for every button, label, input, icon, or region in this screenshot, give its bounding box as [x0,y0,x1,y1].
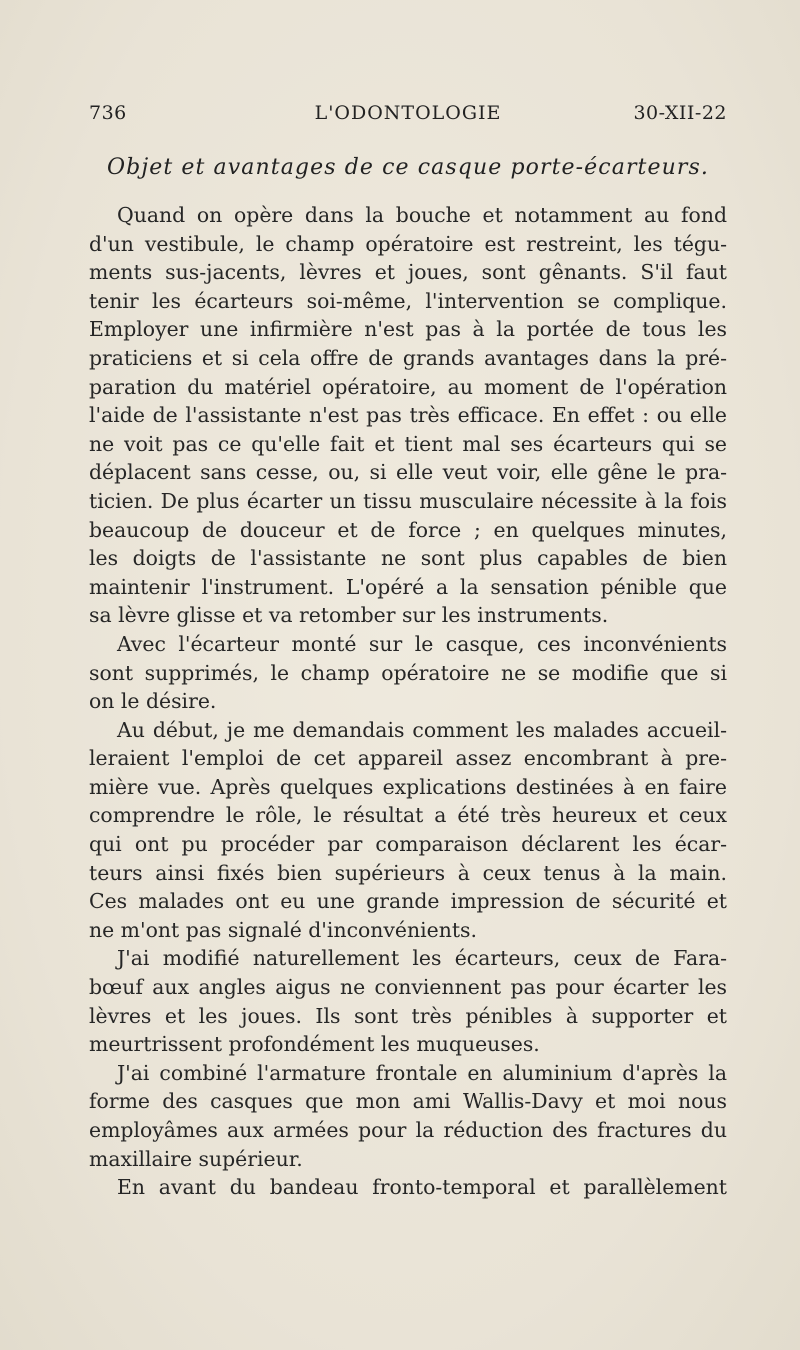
paragraph [89,944,727,1058]
text-line: d'un vestibule, le champ opératoire est restreint, les tégu- [89,231,727,256]
text-line: maxillaire supérieur. [89,1146,303,1171]
text-line: lèvres et les joues. Ils sont très pénibles à supporter et [89,1003,727,1028]
text-line: on le désire. [89,689,217,714]
text-line: forme des casques que mon ami Wallis-Davy et moi nous [89,1089,727,1114]
paragraph [89,630,727,716]
text-line: Ces malades ont eu une grande impression de sécurité et [89,889,727,914]
text-line: Au début, je me demandais comment les malades accueil- [117,717,727,742]
text-line: sa lèvre glisse et va retomber sur les instruments. [89,603,609,628]
text-line: paration du matériel opératoire, au moment de l'opération [89,374,727,399]
text-line: ticien. De plus écarter un tissu musculaire nécessite à la fois [89,488,727,513]
paragraph [89,201,727,630]
text-line: beaucoup de douceur et de force ; en quelques minutes, [89,517,727,542]
text-line: Quand on opère dans la bouche et notamment au fond [117,203,727,227]
text-line: qui ont pu procéder par comparaison déclarent les écar- [89,832,727,857]
page-number: 736 [89,102,127,124]
text-line: ne voit pas ce qu'elle fait et tient mal ses écarteurs qui se [89,431,727,456]
running-head [89,102,727,132]
text-line: employâmes aux armées pour la réduction des fractures du [89,1118,727,1142]
text-line: ne m'ont pas signalé d'inconvénients. [89,917,477,942]
text-line: sont supprimés, le champ opératoire ne se modifie que si [89,660,727,685]
text-line: les doigts de l'assistante ne sont plus capables de bien [89,546,727,571]
text-line: Avec l'écarteur monté sur le casque, ces inconvénients [117,631,727,656]
text-line: Employer une infirmière n'est pas à la portée de tous les [89,317,727,342]
text-line: déplacent sans cesse, ou, si elle veut voir, elle gêne le pra- [89,460,727,485]
paragraph [89,1173,727,1202]
text-line: praticiens et si cela offre de grands avantages dans la pré- [89,345,727,370]
body-text [89,201,727,1202]
text-line: meurtrissent profondément les muqueuses. [89,1032,540,1057]
text-line: l'aide de l'assistante n'est pas très efficace. En effet : ou elle [89,403,727,428]
text-line: J'ai modifié naturellement les écarteurs, ceux de Fara- [117,946,727,971]
text-line: En avant du bandeau fronto-temporal et parallèlement [117,1175,727,1200]
text-line: tenir les écarteurs soi-même, l'intervention se complique. [89,288,727,313]
text-line: teurs ainsi fixés bien supérieurs à ceux tenus à la main. [89,860,727,885]
section-title: Objet et avantages de ce casque porte-écarteurs. [107,155,709,180]
text-line: mière vue. Après quelques explications destinées à en faire [89,774,727,799]
text-line: maintenir l'instrument. L'opéré a la sensation pénible que [89,574,727,599]
text-line: J'ai combiné l'armature frontale en aluminium d'après la [117,1060,727,1085]
text-line: bœuf aux angles aigus ne conviennent pas pour écarter les [89,975,727,1000]
text-line: ments sus-jacents, lèvres et joues, sont gênants. S'il faut [89,260,727,285]
paragraph [89,1059,727,1173]
issue-date: 30-XII-22 [633,102,727,124]
journal-title: L'ODONTOLOGIE [314,102,502,124]
text-line: comprendre le rôle, le résultat a été très heureux et ceux [89,803,727,828]
paragraph [89,716,727,945]
text-line: leraient l'emploi de cet appareil assez encombrant à pre- [89,746,727,771]
